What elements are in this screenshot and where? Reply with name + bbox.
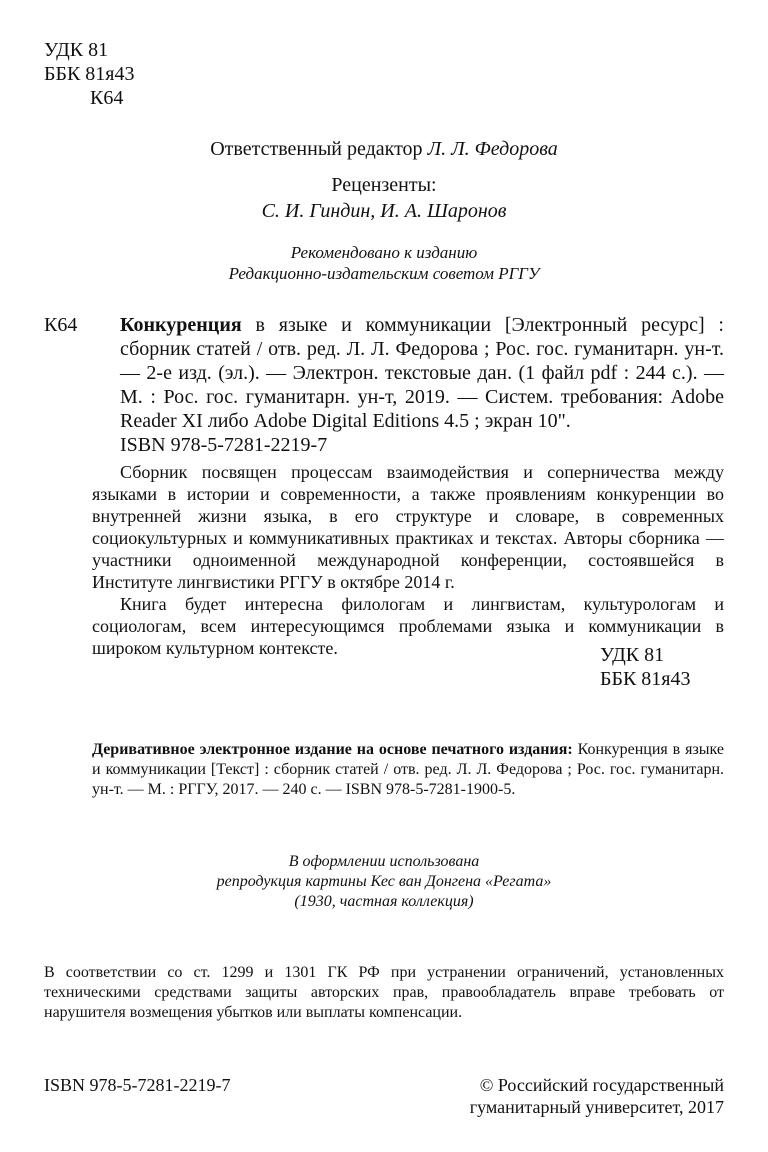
reviewers-block <box>0 172 768 224</box>
artwork-line-1: В оформлении использована <box>288 853 480 870</box>
derivative-text: Конкуренция в языке и коммуникации [Текст] : сборник статей / отв. ред. Л. Л. Федорова ; Рос. гос. гуманитарн. ун-т. — М. : РГГУ, 2017. — 240 с. — ISBN 978-5-7281-1900-5. <box>92 741 725 798</box>
legal-notice: В соответствии со ст. 1299 и 1301 ГК РФ при устранении ограничений, установленных техническими средствами защиты авторских прав, правообладатель вправе требовать от нарушителя возмещения убытков или выплаты компенсации. <box>44 964 724 1021</box>
derivative-lead: Деривативное электронное издание на основе печатного издания: <box>92 741 573 758</box>
catalog-author-mark: К64 <box>44 314 78 336</box>
editor-name: Л. Л. Федорова <box>427 138 558 160</box>
artwork-line-2: репродукция картины Кес ван Донгена «Регата» <box>216 873 552 890</box>
artwork-line-3: (1930, частная коллекция) <box>294 893 474 910</box>
catalog-description: в языке и коммуникации [Электронный ресурс] : сборник статей / отв. ред. Л. Л. Федорова ; Рос. гос. гуманитарн. ун-т. — 2-е изд. (эл.). — Электрон. текстовые дан. (1 файл pdf : 244 с.). — М. : Рос. гос. гуманитарн. ун-т, 2019. — Систем. требования: Adobe Reader XI либо Adobe Digital Editions 4.5 ; экран 10". <box>120 314 724 432</box>
reviewers-label: Рецензенты: <box>331 174 437 196</box>
catalog-title: Конкуренция <box>120 314 242 336</box>
footer-isbn: ISBN 978-5-7281-2219-7 <box>44 1075 231 1095</box>
annotation-paragraph: Сборник посвящен процессам взаимодействия и соперничества между языками в истории и современности, а также проявлениям конкуренции во внутренней жизни языка, в его структуре и словаре, в современных социокультурных и коммуникативных практиках и текстах. Авторы сборника — участники одноименной международной конференции, состоявшейся в Институте лингвистики РГГУ в октябре 2014 г. <box>92 462 724 592</box>
annotation-paragraph: Книга будет интересна филологам и лингвистам, культурологам и социологам, всем интересующимся проблемами языка и коммуникации в широком культурном контексте. <box>92 594 724 658</box>
annotation <box>92 461 724 659</box>
recommendation-line-2: Редакционно-издательским советом РГГУ <box>228 264 540 283</box>
author-mark: К64 <box>90 87 124 109</box>
bottom-classification-codes <box>600 643 724 691</box>
reviewers-names: С. И. Гиндин, И. А. Шаронов <box>261 200 507 222</box>
responsible-editor <box>0 136 768 162</box>
bbk-code-bottom: ББК 81я43 <box>600 668 691 690</box>
recommendation-block <box>0 242 768 284</box>
catalog-isbn: ISBN 978-5-7281-2219-7 <box>120 434 328 456</box>
copyright-line-1: © Российский государственный <box>479 1075 724 1095</box>
derivative-edition-note <box>92 740 724 800</box>
copyright-line-2: гуманитарный университет, 2017 <box>469 1097 724 1117</box>
editor-label: Ответственный редактор <box>210 138 423 160</box>
header-classification-codes <box>44 38 135 110</box>
udk-code-bottom: УДК 81 <box>600 644 665 666</box>
bbk-code: ББК 81я43 <box>44 63 135 85</box>
catalog-entry <box>120 313 724 433</box>
cover-artwork-note <box>0 852 768 912</box>
copyright-notice <box>414 1074 724 1118</box>
recommendation-line-1: Рекомендовано к изданию <box>290 243 478 262</box>
udk-code: УДК 81 <box>44 39 109 61</box>
